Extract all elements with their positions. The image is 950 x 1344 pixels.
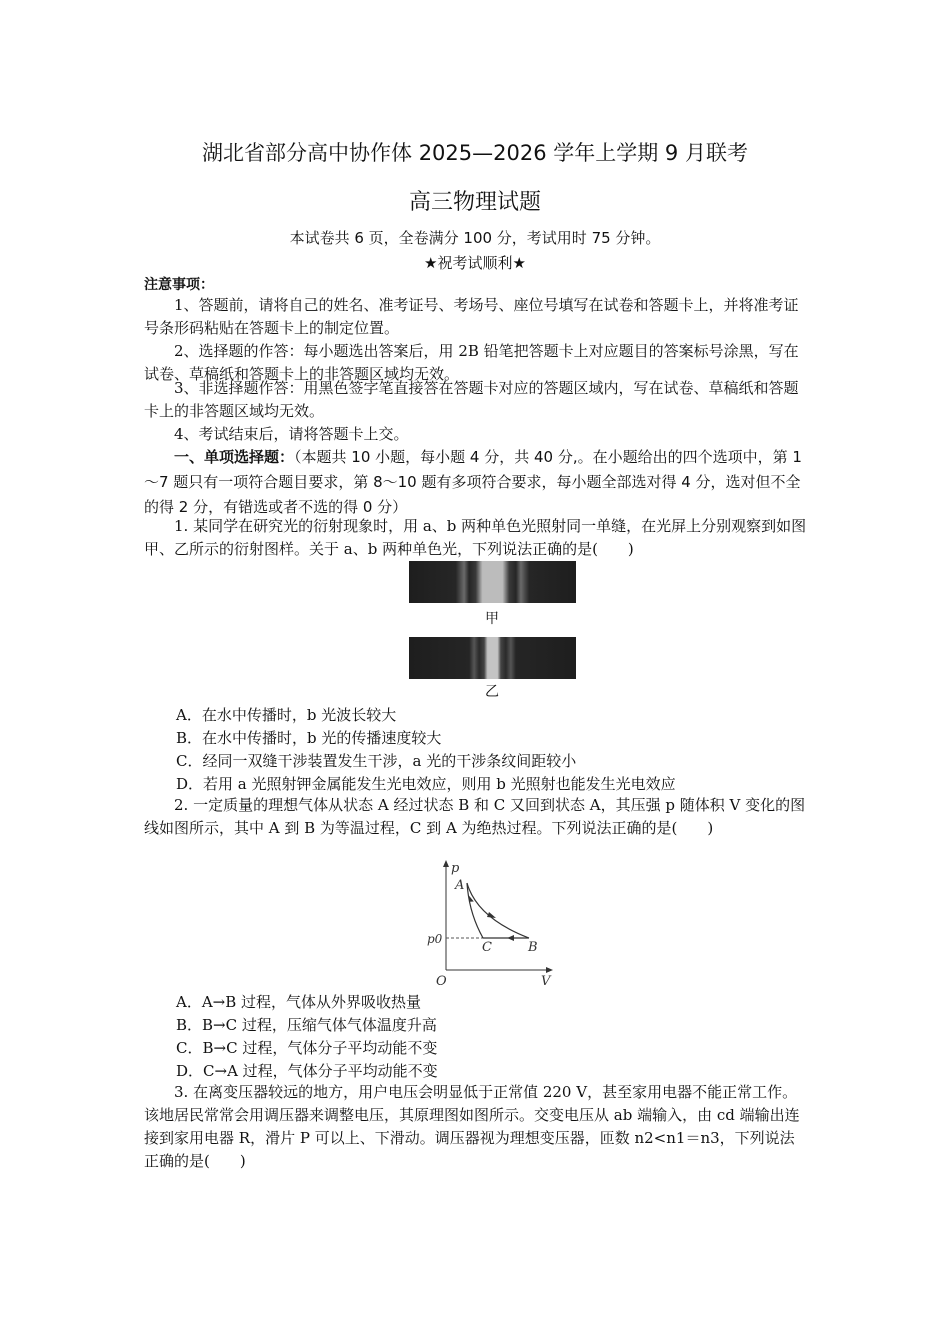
- q2-option-b: B．B→C 过程，压缩气体气体温度升高: [176, 1016, 437, 1034]
- graph-origin-label: O: [436, 974, 447, 989]
- graph-point-a-label: A: [455, 878, 465, 893]
- q2-option-a: A．A→B 过程，气体从外界吸收热量: [176, 993, 422, 1011]
- q2-pv-graph: [425, 858, 555, 990]
- q1-option-d: D．若用 a 光照射钾金属能发生光电效应，则用 b 光照射也能发生光电效应: [176, 775, 676, 793]
- graph-p-label: p: [451, 861, 460, 876]
- q1-option-b: B．在水中传播时，b 光的传播速度较大: [176, 729, 442, 747]
- notice-item-4: 4、考试结束后，请将答题卡上交。: [174, 425, 409, 443]
- section1-block: [144, 445, 808, 520]
- q1-option-c: C．经同一双缝干涉装置发生干涉，a 光的干涉条纹间距较小: [176, 752, 577, 770]
- notice-item-3: 3、非选择题作答：用黑色签字笔直接答在答题卡对应的答题区域内，写在试卷、草稿纸和答题卡上的非答题区域均无效。: [144, 379, 799, 420]
- q2-option-c: C．B→C 过程，气体分子平均动能不变: [176, 1039, 438, 1057]
- exam-subtitle: 高三物理试题: [408, 190, 541, 215]
- graph-point-c-label: C: [482, 940, 492, 955]
- exam-info: 本试卷共 6 页，全卷满分 100 分，考试用时 75 分钟。: [289, 229, 661, 247]
- q1-fig-b-label: 乙: [485, 684, 499, 700]
- notice-item-2: 2、选择题的作答：每小题选出答案后，用 2B 铅笔把答题卡上对应题目的答案标号涂黑，写在试卷、草稿纸和答题卡上的非答题区域均无效。: [144, 342, 799, 383]
- q1-fig-a-label: 甲: [485, 611, 499, 627]
- graph-point-b-label: B: [528, 940, 538, 955]
- q1-option-a: A．在水中传播时，b 光波长较大: [176, 706, 397, 724]
- q3-stem: 3. 在离变压器较远的地方，用户电压会明显低于正常值 220 V，甚至家用电器不能正常工作。该地居民常常会用调压器来调整电压，其原理图如图所示。交变电压从 ab 端输入，由 cd 端输出连接到家用电器 R，滑片 P 可以上、下滑动。调压器视为理想变压器，匝数 n2<n1＝n3，下列说法正确的是( ): [144, 1083, 800, 1170]
- notice-heading: 注意事项：: [144, 277, 214, 293]
- q1-stem: 1. 某同学在研究光的衍射现象时，用 a、b 两种单色光照射同一单缝，在光屏上分别观察到如图甲、乙所示的衍射图样。关于 a、b 两种单色光，下列说法正确的是( ): [144, 517, 807, 558]
- exam-wish: ★祝考试顺利★: [424, 254, 526, 272]
- q1-diffraction-pattern-b: [409, 637, 576, 679]
- exam-title: 湖北省部分高中协作体 2025—2026 学年上学期 9 月联考: [202, 141, 748, 165]
- q2-option-d: D．C→A 过程，气体分子平均动能不变: [176, 1062, 438, 1080]
- section1-heading: 一、单项选择题：: [174, 448, 295, 466]
- notice-item-1: 1、答题前，请将自己的姓名、准考证号、考场号、座位号填写在试卷和答题卡上，并将准考证号条形码粘贴在答题卡上的制定位置。: [144, 296, 799, 337]
- section1-text: （本题共 10 小题，每小题 4 分，共 40 分,。在小题给出的四个选项中，第 1～7 题只有一项符合题目要求，第 8～10 题有多项符合要求，每小题全部选对得 4 分，选对但不全的得 2 分，有错选或者不选的得 0 分）: [144, 448, 802, 516]
- q2-stem: 2. 一定质量的理想气体从状态 A 经过状态 B 和 C 又回到状态 A，其压强 p 随体积 V 变化的图线如图所示，其中 A 到 B 为等温过程，C 到 A 为绝热过程。下列说法正确的是( ): [144, 796, 806, 837]
- graph-p0-label: p0: [427, 932, 443, 946]
- q1-diffraction-pattern-a: [409, 561, 576, 603]
- graph-v-label: V: [541, 974, 551, 989]
